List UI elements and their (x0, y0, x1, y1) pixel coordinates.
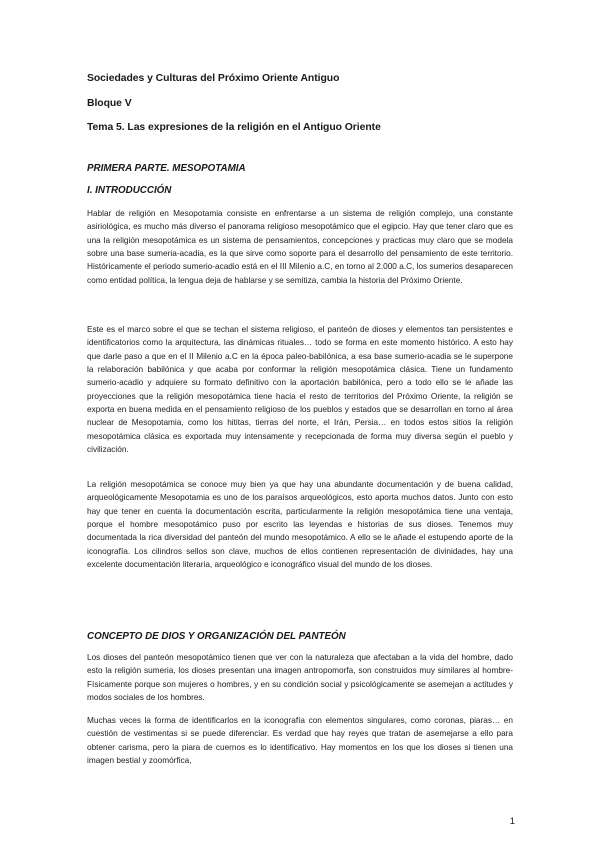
part-heading: PRIMERA PARTE. MESOPOTAMIA (87, 163, 246, 174)
intro-heading: I. INTRODUCCIÓN (87, 185, 172, 196)
intro-paragraph-3: La religión mesopotámica se conoce muy bien ya que hay una abundante documentación y de buena calidad, arqueológicamente Mesopotamia es uno de los paraísos arqueológicos, esto aporta muchos datos. Junto con esto hay que tener en cuenta la documentación escrita, particularmente la religión mesopotámica tiene una ventaja, porque el hombre mesopotámico puso por escrito las leyendas e historias de sus dioses. Tenemos muy documentada la rica diversidad del panteón del mundo mesopotámico. A ello se le añade el estupendo aporte de la iconografía. Los cilindros sellos son clave, muchos de ellos contienen representación de divinidades, hay una excelente documentación literaria, arqueológico e iconográfico visual del mundo de los dioses. (87, 480, 513, 570)
intro-paragraph-1: Hablar de religión en Mesopotamia consiste en enfrentarse a un sistema de religión complejo, una constante asiriológica, es mucho más diverso el panorama religioso mesopotámico que el egipcio. Hay que tener claro que es una la religión mesopotámica es un sistema de pensamientos, concepciones y practicas muy claro que se modela sobre una base sumeria-acadia, es la que sirve como soporte para el desarrollo del pensamiento de este territorio. Históricamente el periodo sumerio-acadio está en el III Milenio a.C, en torno al 2.000 a.C, los sumerios desaparecen como entidad política, la lengua deja de hablarse y se semitiza, cambia la historia del Próximo Oriente. (87, 209, 513, 285)
concept-heading: CONCEPTO DE DIOS Y ORGANIZACIÓN DEL PANTEÓN (87, 631, 346, 642)
intro-paragraph-2: Este es el marco sobre el que se techan el sistema religioso, el panteón de dioses y elementos tan persistentes e identificatorios como la arquitectura, las dinámicas rituales… todo se forma en este momento histórico. A esto hay que darle paso a que en el II Milenio a.C en la época paleo-babilónica, a esa base sumerio-acadia se le superpone la relaboración babilónica y que acaba por conformar la religión mesopotámica clásica. Tiene un fundamento sumerio-acadio y adquiere su formato definitivo con la aportación babilónica, pero a todo ello se le añade las proyecciones que la religión mesopotámica tiene hacia el resto de territorios del Próximo Oriente, la religión se exporta en buena medida en el pensamiento religioso de los pueblos y estados que se desarrollan en torno al área nuclear de Mesopotamia, como los hititas, tierras del norte, el Irán, Persia… en todos estos sitios la religión mesopotámica clásica es exportada muy intensamente y recepcionada de forma muy diversa según el pueblo y civilización. (87, 325, 513, 455)
page-number: 1 (509, 816, 515, 827)
concept-paragraph-1: Los dioses del panteón mesopotámico tienen que ver con la naturaleza que afectaban a la vida del hombre, dado esto la religión sumeria, los dioses presentan una imagen antropomorfa, son construidos muy similares al hombre- Físicamente porque son mujeres o hombres, y en su condición social y psicológicamente se asemejan a actitudes y modos sociales de los hombres. (87, 653, 513, 703)
topic-title: Tema 5. Las expresiones de la religión en el Antiguo Oriente (87, 122, 381, 133)
concept-paragraph-2: Muchas veces la forma de identificarlos en la iconografía con elementos singulares, como coronas, piaras… en cuestión de vestimentas si se puede diferenciar. Es verdad que hay reyes que tratan de asemejarse a ello para obtener carisma, pero la piara de cuernos es lo identificativo. Hay momentos en los que los dioses si tienen una imagen bestial y zoomórfica, (87, 716, 513, 766)
block-title: Bloque V (87, 98, 132, 109)
course-title: Sociedades y Culturas del Próximo Oriente Antiguo (87, 73, 340, 84)
